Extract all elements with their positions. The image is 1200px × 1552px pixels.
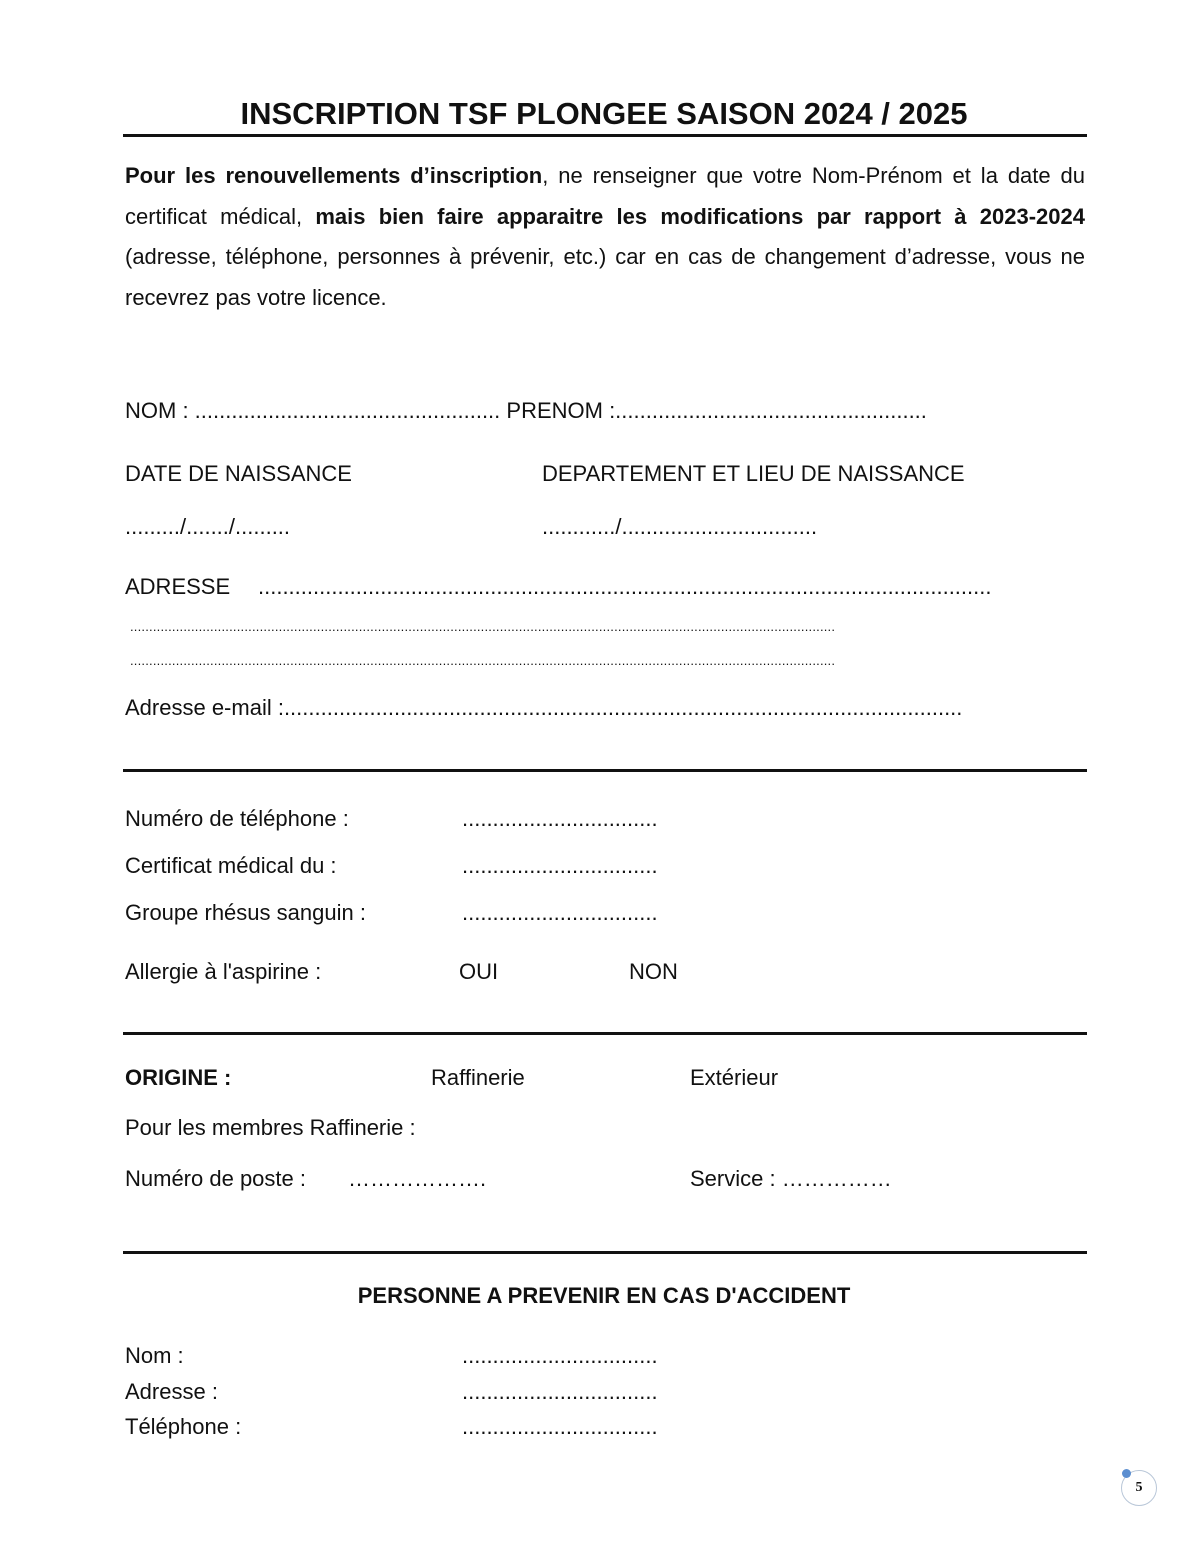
address-label: ADRESSE <box>125 574 231 599</box>
medical-certificate-label: Certificat médical du : <box>125 853 337 878</box>
origin-refinery-option[interactable]: Raffinerie <box>431 1065 525 1090</box>
intro-bold-modifications: mais bien faire apparaitre les modifications par rapport à 2023-2024 <box>315 203 1085 229</box>
aspirin-allergy-label: Allergie à l'aspirine : <box>125 959 322 984</box>
page-dot-icon <box>1122 1469 1131 1478</box>
emergency-phone-label: Téléphone : <box>125 1414 242 1439</box>
intro-text-1: , ne renseigner que votre Nom-Prénom et la date du certificat médical, <box>125 163 1086 229</box>
aspirin-allergy-yes-option[interactable]: OUI <box>459 959 499 984</box>
emergency-name-label: Nom : <box>125 1343 184 1368</box>
name-firstname-line[interactable]: NOM : .................................................. PRENOM :................................................... <box>125 398 927 423</box>
address-field-line1[interactable]: ........................................................................................................................ <box>258 574 992 599</box>
title-divider <box>123 134 1087 137</box>
emergency-contact-heading: PERSONNE A PREVENIR EN CAS D'ACCIDENT <box>357 1283 851 1308</box>
health-divider <box>123 1032 1087 1035</box>
service-field[interactable]: Service : …………… <box>690 1166 892 1191</box>
origin-label: ORIGINE : <box>125 1065 232 1090</box>
origin-divider <box>123 1251 1087 1254</box>
birthplace-label: DEPARTEMENT ET LIEU DE NAISSANCE <box>542 461 965 486</box>
emergency-address-field[interactable]: ................................ <box>462 1379 658 1404</box>
birthdate-field[interactable]: ........./......./......... <box>125 514 291 539</box>
emergency-address-label: Adresse : <box>125 1379 218 1404</box>
identity-divider <box>123 769 1087 772</box>
emergency-name-field[interactable]: ................................ <box>462 1343 658 1368</box>
blood-group-label: Groupe rhésus sanguin : <box>125 900 366 925</box>
birthplace-field[interactable]: ............/................................ <box>542 514 818 539</box>
blood-group-field[interactable]: ................................ <box>462 900 658 925</box>
aspirin-allergy-no-option[interactable]: NON <box>629 959 678 984</box>
email-field[interactable]: Adresse e-mail :............................................................................................................... <box>125 695 963 720</box>
page-number: 5 <box>1135 1480 1143 1495</box>
form-title: INSCRIPTION TSF PLONGEE SAISON 2024 / 2025 <box>240 96 968 131</box>
address-field-line3[interactable]: ......................................................................................................................................................................................... <box>130 653 836 668</box>
intro-paragraph <box>125 156 1085 319</box>
address-field-line2[interactable]: ......................................................................................................................................................................................... <box>130 619 836 634</box>
emergency-phone-field[interactable]: ................................ <box>462 1414 658 1439</box>
intro-bold-renewals: Pour les renouvellements d’inscription <box>125 163 543 188</box>
post-number-label: Numéro de poste : <box>125 1166 306 1191</box>
intro-text-2: (adresse, téléphone, personnes à prévenir, etc.) car en cas de changement d’adresse, vous ne recevrez pas votre licence. <box>125 244 1085 311</box>
origin-external-option[interactable]: Extérieur <box>690 1065 779 1090</box>
phone-field[interactable]: ................................ <box>462 806 658 831</box>
birthdate-label: DATE DE NAISSANCE <box>125 461 352 486</box>
phone-label: Numéro de téléphone : <box>125 806 349 831</box>
refinery-members-label: Pour les membres Raffinerie : <box>125 1115 416 1140</box>
post-number-field[interactable]: ………………. <box>348 1166 487 1191</box>
medical-certificate-field[interactable]: ................................ <box>462 853 658 878</box>
